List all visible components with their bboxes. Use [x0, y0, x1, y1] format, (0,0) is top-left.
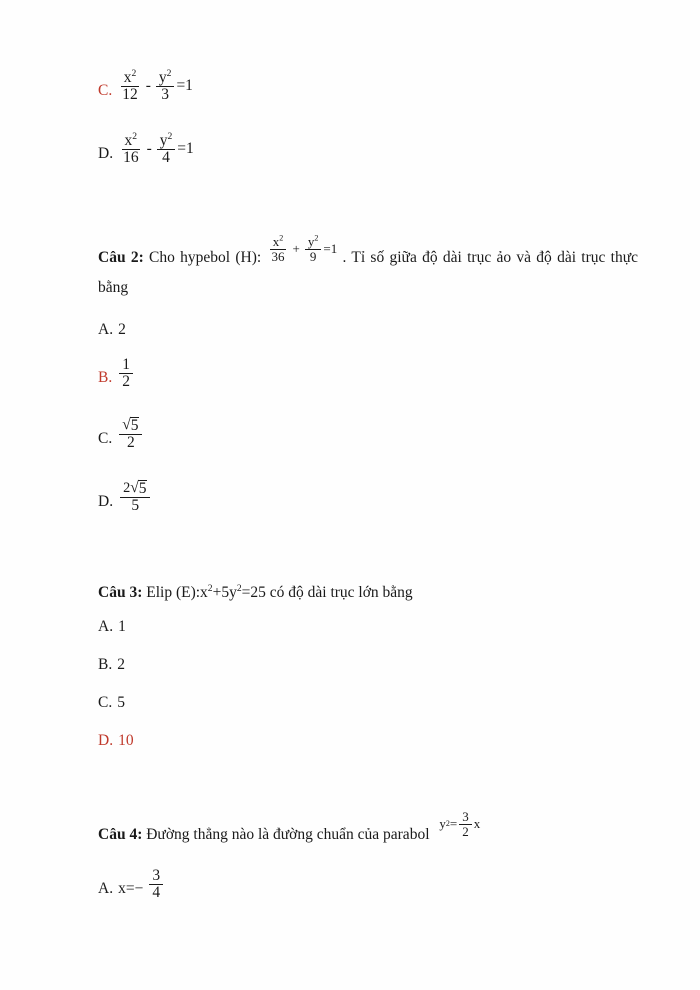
option-key: B.	[98, 368, 113, 386]
question-3-statement	[98, 578, 638, 607]
option-d-question-3[interactable]	[98, 729, 134, 754]
equals-one: =1	[323, 241, 338, 257]
equation-hyperbola-c: $\frac{x^2}{12}$ - $\frac{y^2}{3}$ =1	[122, 67, 193, 104]
option-c-question-3[interactable]	[98, 691, 125, 716]
option-key: A.	[98, 618, 114, 635]
option-key: C.	[98, 694, 113, 711]
fraction-one-half: $\frac{1}{2}$	[117, 357, 135, 391]
question-2-label: Câu 2:	[98, 249, 144, 266]
option-c-question-2[interactable]	[98, 417, 144, 452]
option-b-question-3[interactable]	[98, 653, 125, 678]
superscript-2: 2	[236, 582, 242, 594]
option-key: C.	[98, 429, 113, 447]
sqrt-icon: √ 5	[130, 479, 147, 497]
option-key: D.	[98, 144, 114, 162]
option-c-question-1[interactable]	[98, 67, 193, 104]
option-a-question-2[interactable]	[98, 318, 126, 343]
fraction-2sqrt5-over-5: 2 √ 5 5	[118, 480, 152, 515]
option-value: 5	[117, 694, 125, 711]
parabola-lhs: y	[439, 816, 446, 832]
question-4-text: Đường thẳng nào là đường chuẩn của parabol	[146, 826, 430, 843]
option-value: 1	[118, 618, 126, 635]
question-3-label: Câu 3:	[98, 584, 143, 601]
equals-one: =1	[177, 140, 194, 158]
option-d-question-2[interactable]	[98, 480, 152, 515]
equation-hypebol-h: $\frac{x^2}{36}$ + $\frac{y^2}{9}$ =1	[271, 233, 338, 264]
plus-operator: +	[292, 241, 300, 257]
question-2-text-before: Cho hypebol (H):	[149, 249, 262, 266]
parabola-variable: x	[473, 816, 481, 832]
option-a-question-3[interactable]	[98, 615, 126, 640]
equals-one: =1	[176, 77, 193, 95]
option-value: 2	[118, 321, 126, 338]
option-key: D.	[98, 492, 114, 510]
minus-operator: -	[146, 140, 152, 158]
question-4-label: Câu 4:	[98, 826, 143, 843]
option-a-question-4[interactable]	[98, 868, 165, 902]
question-2-statement	[98, 233, 639, 302]
equation-hyperbola-d: $\frac{x^2}{16}$ - $\frac{y^2}{4}$ =1	[123, 130, 194, 167]
sqrt-icon: √ 5	[122, 416, 139, 434]
option-key: A.	[98, 321, 114, 338]
option-key: D.	[98, 732, 114, 749]
question-2-text-after: . Tỉ số giữa độ dài trục ảo và độ dài trục thực bằng	[98, 249, 639, 296]
superscript-2: 2	[207, 582, 213, 594]
option-prefix: x=−	[118, 879, 144, 897]
equation-parabola: y 2 = $\frac{3}{2}$ x	[439, 809, 481, 839]
option-value: 2	[117, 656, 125, 673]
fraction-three-fourths: $\frac{3}{4}$	[147, 868, 165, 902]
minus-operator: -	[145, 77, 151, 95]
option-key: A.	[98, 879, 114, 897]
question-3-part-1: Elip (E):x	[146, 584, 208, 601]
option-value: 10	[118, 732, 134, 749]
option-d-question-1[interactable]	[98, 130, 194, 167]
option-key: B.	[98, 656, 113, 673]
question-3-part-3: =25 có độ dài trục lớn bằng	[241, 584, 413, 601]
question-4-statement	[98, 809, 638, 850]
equals-sign: =	[449, 816, 458, 832]
option-b-question-2[interactable]	[98, 357, 135, 391]
fraction-sqrt5-over-2: √ 5 2	[117, 417, 144, 452]
option-key: C.	[98, 81, 113, 99]
question-3-part-2: +5y	[212, 584, 237, 601]
